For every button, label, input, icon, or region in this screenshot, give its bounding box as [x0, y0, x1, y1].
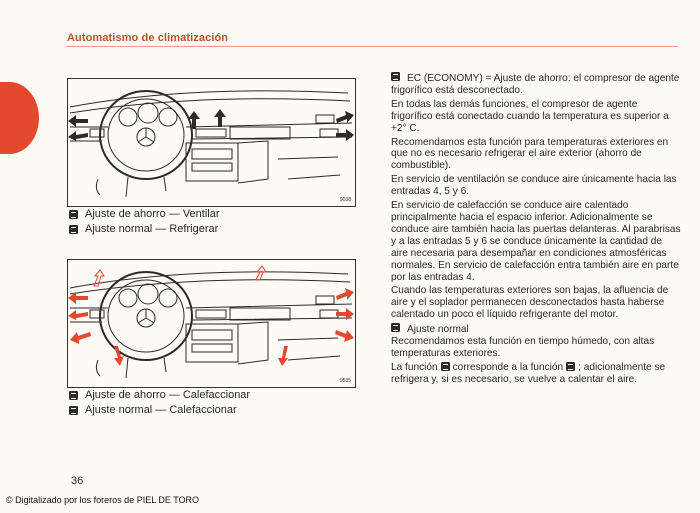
legend-item-economy-heat [69, 388, 250, 403]
paragraph-function-comparison: La función corresponde a la función ; adicionalmente se refrigera y, si es necesario, se vuelve a calentar el aire. [391, 361, 666, 385]
header-rule [66, 46, 678, 47]
paragraph-heating: En servicio de calefacción se conduce aire calentado principalmente hacia el espacio inferior. Adicionalmente se conduce aire también hacia las puertas delanteras. Al parabrisas y a las entradas 5 y 6 se conduce únicamente la cantidad de aire necesaria para desempañar en condiciones atmosféricas normales. En servicio de calefacción entra también aire en parte por las entradas 4. [391, 200, 681, 283]
legend-item-normal-heat [69, 403, 250, 418]
figure-code: 9535 [339, 378, 351, 384]
normal-button-icon [69, 225, 78, 234]
heating-arrows [68, 288, 354, 366]
normal-button-icon [441, 362, 450, 371]
legend-item-economy-ventilate [69, 207, 220, 222]
paragraph-ventilation: En servicio de ventilación se conduce aire únicamente hacia las entradas 4, 5 y 6. [391, 174, 677, 198]
paragraph-recommend-normal: Recomendamos esta función en tiempo húmedo, con altas temperaturas exteriores. [391, 336, 655, 359]
figure-1-legend [69, 207, 220, 237]
figure-heating-dashboard [67, 259, 356, 388]
dashboard-illustration-2 [68, 260, 355, 387]
economy-button-icon [391, 72, 400, 81]
paragraph-compressor: En todas las demás funciones, el compresor de agente frigorífico está conectado cuando la temperatura es superior a +2° C. [391, 98, 669, 134]
economy-button-icon [69, 391, 78, 400]
section-title: Automatismo de climatización [67, 32, 229, 44]
figure-2-legend [69, 388, 250, 418]
legend-label: Ajuste de ahorro — Ventilar [85, 208, 220, 220]
dashboard-illustration-1 [68, 79, 355, 206]
economy-button-icon [69, 210, 78, 219]
defrost-arrows [94, 266, 266, 286]
normal-button-icon [69, 406, 78, 415]
paragraph-low-temperature: Cuando las temperaturas exteriores son bajas, la afluencia de aire y el soplador permanecen desconectados hasta haberse calentado un poco el líquido refrigerante del motor. [391, 285, 669, 321]
figure-code: 9038 [339, 197, 351, 203]
figure-ventilation-dashboard [67, 78, 356, 207]
scan-credit: © Digitalizado por los foreros de PIEL DE TORO [6, 495, 200, 505]
ventilation-arrows [68, 109, 354, 141]
normal-setting-heading: Ajuste normal [391, 323, 681, 336]
paragraph-economy: EC (ECONOMY) = Ajuste de ahorro: el compresor de agente frigorífico está desconectado. [391, 73, 680, 96]
paragraph-recommend-economy: Recomendamos esta función para temperaturas exteriores en que no es necesario refrigerar el aire exterior (ahorro de combustible). [391, 136, 669, 172]
legend-label: Ajuste normal — Calefaccionar [85, 404, 237, 416]
legend-item-normal-cool [69, 222, 220, 237]
body-text-column [391, 72, 681, 388]
normal-button-icon [391, 323, 400, 332]
economy-button-icon [566, 362, 575, 371]
legend-label: Ajuste de ahorro — Calefaccionar [85, 389, 251, 401]
chapter-tab [0, 82, 39, 154]
legend-label: Ajuste normal — Refrigerar [85, 223, 219, 235]
page-number: 36 [71, 475, 84, 487]
